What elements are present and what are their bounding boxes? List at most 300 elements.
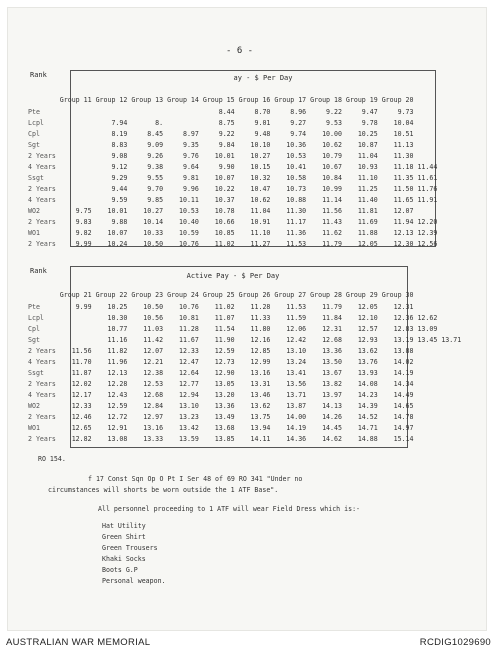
pay-cell: 10.51: [393, 129, 414, 138]
group-header: Group 27: [274, 291, 307, 299]
group-header: Group 28: [310, 291, 342, 299]
pay-cell: 12.30: [393, 239, 414, 248]
rank-label: Cpl: [28, 129, 40, 138]
pay-cell: 11.10: [250, 228, 271, 237]
header-row: [26, 94, 439, 106]
pay-cell: [58, 194, 94, 205]
field-dress-item: Green Shirt: [102, 533, 146, 541]
pay-cell: 9.90: [218, 162, 235, 171]
pay-cell: [58, 183, 94, 194]
pay-cell: 14.11: [250, 434, 271, 443]
field-dress-item: Green Trousers: [102, 544, 158, 552]
pay-cell: 9.44: [111, 184, 128, 193]
table-row: [26, 106, 439, 117]
pay-cell: 12.38: [143, 368, 164, 377]
pay-cell: 10.24: [107, 239, 128, 248]
pay-cell: 13.36: [214, 401, 235, 410]
pay-cell: 11.96: [107, 357, 128, 366]
pay-cell: 12.43: [107, 390, 128, 399]
pay-cell: 13.46: [250, 390, 271, 399]
pay-cell: 9.26: [147, 151, 164, 160]
table-row: [26, 334, 463, 345]
pay-cell: 10.84: [322, 173, 342, 182]
pay-cell: 14.39: [357, 401, 378, 410]
pay-cell: 11.14: [322, 195, 342, 204]
field-dress-item: Hat Utility: [102, 522, 146, 530]
table-row: [26, 205, 439, 216]
pay-cell: 11.30: [286, 206, 307, 215]
pay-cell: 13.67: [322, 368, 342, 377]
pay-cell: 11.56: [322, 206, 342, 215]
pay-cell: 12.06: [286, 324, 307, 333]
pay-cell: 8.19: [111, 129, 128, 138]
rank-label: Lcpl: [28, 313, 44, 322]
pay-cell: 11.62: [322, 228, 342, 237]
pay-cell: 10.91: [250, 217, 271, 226]
pay-cell: 10.32: [250, 173, 271, 182]
reference-line-2: circumstances will shorts be worn outside the 1 ATF Base".: [48, 486, 279, 494]
pay-cell: [129, 106, 165, 117]
rank-label: WO1: [28, 228, 40, 237]
pay-cell: 14.19: [286, 423, 307, 432]
page-number: - 6 -: [226, 46, 254, 56]
pay-cell: 10.10: [250, 140, 271, 149]
rank-label: 4 Years: [28, 357, 56, 366]
pay-cell: 13.87: [286, 401, 307, 410]
rank-label: WO1: [28, 423, 40, 432]
pay-cell: 9.64: [182, 162, 199, 171]
pay-cell: 11.13: [393, 140, 414, 149]
pay-cell: 13.33: [143, 434, 164, 443]
pay-cell: 10.27: [250, 151, 271, 160]
pay-cell: 10.78: [214, 206, 235, 215]
pay-cell: 11.91: [417, 195, 438, 204]
pay-cell: 10.14: [143, 217, 164, 226]
pay-cell: 11.40: [357, 195, 378, 204]
pay-cell: 10.01: [214, 151, 235, 160]
pay-cell: [58, 172, 94, 183]
pay-cell: 10.56: [143, 313, 164, 322]
pay-cell: 10.15: [250, 162, 271, 171]
pay-cell: 9.75: [75, 206, 92, 215]
pay-cell: 10.30: [107, 313, 128, 322]
pay-cell: 12.84: [143, 401, 164, 410]
pay-cell: 12.47: [179, 357, 199, 366]
pay-cell: 11.65: [393, 195, 414, 204]
pay-cell: 10.36: [286, 140, 307, 149]
pay-cell: 13.85: [214, 434, 235, 443]
pay-cell: 13.93: [357, 368, 378, 377]
document-page: [8, 8, 486, 630]
pay-cell: [58, 106, 94, 117]
rank-label: 2 Years: [28, 151, 56, 160]
pay-cell: 10.37: [214, 195, 235, 204]
pay-cell: 9.84: [218, 140, 235, 149]
pay-cell: 10.59: [179, 228, 199, 237]
pay-cell: 12.59: [107, 401, 128, 410]
pay-cell: 14.19: [393, 368, 414, 377]
pay-cell: 11.07: [214, 313, 235, 322]
rank-label: 2 Years: [28, 239, 56, 248]
pay-cell: 9.12: [111, 162, 128, 171]
pay-cell: 8.70: [254, 107, 271, 116]
pay-cell: 11.28: [179, 324, 199, 333]
field-dress-item: Boots G.P: [102, 566, 138, 574]
table1-rank-header: Rank: [30, 71, 47, 79]
pay-cell: 10.73: [286, 184, 307, 193]
pay-cell: 13.05: [214, 379, 235, 388]
pay-cell: [58, 334, 94, 345]
group-header: Group 22: [95, 291, 128, 299]
pay-cell: 11.82: [107, 346, 128, 355]
pay-cell: 13.71: [286, 390, 307, 399]
pay-cell: 9.74: [290, 129, 307, 138]
pay-cell: 13.19: [393, 335, 414, 344]
pay-cell: 13.41: [286, 368, 307, 377]
pay-cell: 13.50: [322, 357, 342, 366]
pay-cell: 12.16: [250, 335, 271, 344]
pay-cell: 11.67: [179, 335, 199, 344]
pay-cell: 14.02: [393, 357, 414, 366]
table-row: [26, 128, 439, 139]
pay-cell: 12.42: [286, 335, 307, 344]
table-row: [26, 400, 463, 411]
rank-label: Cpl: [28, 324, 40, 333]
pay-cell: 13.75: [250, 412, 271, 421]
pay-cell: [58, 312, 94, 323]
rank-label: 2 Years: [28, 184, 56, 193]
pay-cell: 11.59: [286, 313, 307, 322]
pay-cell: 12.64: [179, 368, 199, 377]
pay-cell: 11.79: [322, 239, 342, 248]
pay-cell: 12.59: [214, 346, 235, 355]
pay-cell: 14.34: [393, 379, 414, 388]
table-row: [26, 172, 439, 183]
pay-cell: 10.27: [143, 206, 164, 215]
pay-cell: [58, 128, 94, 139]
pay-cell: 10.50: [143, 239, 164, 248]
table-row: [26, 194, 439, 205]
table-row: [26, 356, 463, 367]
pay-cell: 12.33: [179, 346, 199, 355]
pay-cell: 9.73: [397, 107, 414, 116]
group-header: Group 11: [59, 96, 92, 104]
pay-cell: 9.76: [182, 151, 199, 160]
pay-cell: 10.11: [179, 195, 199, 204]
pay-cell: 12.36: [393, 313, 414, 322]
pay-cell: 10.40: [179, 217, 199, 226]
pay-cell: 9.01: [254, 118, 271, 127]
rank-label: 4 Years: [28, 162, 56, 171]
table-row: [26, 312, 463, 323]
pay-cell: 13.36: [322, 346, 342, 355]
pay-cell: 12.39: [417, 228, 438, 237]
pay-cell: 11.79: [322, 302, 342, 311]
rank-label: Pte: [28, 302, 40, 311]
pay-cell: 10.99: [322, 184, 342, 193]
group-header: Group 16: [238, 96, 271, 104]
table-row: [26, 378, 463, 389]
pay-cell: 10.87: [357, 140, 378, 149]
rank-label: Lcpl: [28, 118, 44, 127]
pay-cell: [58, 161, 94, 172]
pay-cell: 11.18: [393, 162, 414, 171]
field-dress-item: Khaki Socks: [102, 555, 146, 563]
table-row: [26, 367, 463, 378]
pay-cell: 9.83: [75, 217, 92, 226]
pay-cell: 13.16: [250, 368, 271, 377]
footer-archive-name: AUSTRALIAN WAR MEMORIAL: [6, 637, 151, 648]
pay-cell: 12.99: [250, 357, 271, 366]
table1: [26, 94, 439, 249]
pay-cell: 10.41: [286, 162, 307, 171]
pay-cell: 14.36: [286, 434, 307, 443]
pay-cell: 10.62: [250, 195, 271, 204]
pay-cell: 10.25: [357, 129, 378, 138]
pay-cell: 11.35: [393, 173, 414, 182]
pay-cell: 11.54: [214, 324, 235, 333]
pay-cell: 9.99: [75, 302, 92, 311]
pay-cell: 12.83: [393, 324, 414, 333]
pay-cell: 12.85: [250, 346, 271, 355]
pay-cell: 10.47: [250, 184, 271, 193]
pay-cell: 11.03: [143, 324, 164, 333]
rank-label: 4 Years: [28, 195, 56, 204]
pay-cell: 9.70: [147, 184, 164, 193]
notes: [38, 454, 66, 465]
pay-cell: 9.99: [75, 239, 92, 248]
table-row: [26, 150, 439, 161]
pay-cell: 8.44: [218, 107, 235, 116]
pay-cell: 11.17: [286, 217, 307, 226]
pay-cell: 10.58: [286, 173, 307, 182]
pay-cell: 10.22: [214, 184, 235, 193]
table-row: [26, 238, 439, 249]
table2-rank-header: Rank: [30, 267, 47, 275]
rank-label: 2 Years: [28, 379, 56, 388]
pay-cell: 12.13: [107, 368, 128, 377]
pay-cell: 14.88: [357, 434, 378, 443]
pay-cell: 12.56: [417, 239, 438, 248]
rank-label: Ssgt: [28, 173, 44, 182]
rank-label: 2 Years: [28, 346, 56, 355]
pay-cell: 10.01: [107, 206, 128, 215]
pay-cell: 13.16: [143, 423, 164, 432]
pay-cell: 13.59: [179, 434, 199, 443]
table-row: [26, 161, 439, 172]
pay-cell: 15.14: [393, 434, 414, 443]
pay-cell: 13.10: [179, 401, 199, 410]
pay-cell: 11.61: [417, 173, 438, 182]
pay-cell: 11.44: [417, 162, 438, 171]
pay-cell: 11.90: [214, 335, 235, 344]
pay-cell: 13.97: [322, 390, 342, 399]
pay-cell: 13.08: [107, 434, 128, 443]
pay-cell: 13.62: [357, 346, 378, 355]
pay-cell: 11.16: [107, 335, 128, 344]
pay-cell: 9.55: [147, 173, 164, 182]
rank-label: Pte: [28, 107, 40, 116]
table-row: [26, 227, 439, 238]
pay-cell: 13.24: [286, 357, 307, 366]
pay-cell: 13.88: [393, 346, 414, 355]
pay-cell: 12.10: [357, 313, 378, 322]
pay-cell: 13.82: [322, 379, 342, 388]
pay-cell: 10.50: [143, 302, 164, 311]
pay-cell: 9.35: [182, 140, 199, 149]
group-header: Group 24: [167, 291, 199, 299]
pay-cell: 12.68: [322, 335, 342, 344]
pay-cell: 13.56: [286, 379, 307, 388]
pay-cell: 12.93: [357, 335, 378, 344]
pay-cell: 8.83: [111, 140, 128, 149]
pay-cell: [165, 106, 201, 117]
group-header: Group 21: [59, 291, 92, 299]
pay-cell: 11.30: [393, 151, 414, 160]
pay-cell: 9.27: [290, 118, 307, 127]
pay-cell: 11.76: [417, 184, 438, 193]
pay-cell: 14.52: [357, 412, 378, 421]
pay-cell: 12.20: [417, 217, 438, 226]
pay-cell: 11.50: [393, 184, 414, 193]
pay-cell: 9.48: [254, 129, 271, 138]
pay-cell: 13.94: [250, 423, 271, 432]
table-row: [26, 433, 463, 444]
pay-cell: 11.88: [357, 228, 378, 237]
table2: [26, 289, 463, 444]
table-row: [26, 411, 463, 422]
pay-cell: 14.78: [393, 412, 414, 421]
pay-cell: 11.87: [71, 368, 92, 377]
rank-column-header-blank: [26, 94, 58, 106]
pay-cell: 11.04: [357, 151, 378, 160]
pay-cell: [165, 117, 201, 128]
table-row: [26, 216, 439, 227]
pay-cell: 14.49: [393, 390, 414, 399]
table-row: [26, 301, 463, 312]
pay-cell: 11.10: [357, 173, 378, 182]
pay-cell: 8.75: [218, 118, 235, 127]
pay-cell: 12.02: [71, 379, 92, 388]
header-row: [26, 289, 463, 301]
pay-cell: 10.00: [322, 129, 342, 138]
pay-cell: 9.22: [218, 129, 235, 138]
rank-label: 2 Years: [28, 217, 56, 226]
pay-cell: 10.88: [286, 195, 307, 204]
pay-cell: 12.33: [71, 401, 92, 410]
pay-cell: 11.69: [357, 217, 378, 226]
pay-cell: 13.31: [250, 379, 271, 388]
pay-cell: 14.13: [322, 401, 342, 410]
pay-cell: 12.68: [143, 390, 164, 399]
pay-cell: 11.42: [143, 335, 164, 344]
pay-cell: 10.93: [357, 162, 378, 171]
pay-cell: 9.96: [182, 184, 199, 193]
pay-cell: 10.77: [107, 324, 128, 333]
rank-label: Ssgt: [28, 368, 44, 377]
pay-cell: 12.97: [143, 412, 164, 421]
pay-cell: 11.53: [286, 302, 307, 311]
pay-cell: 10.79: [322, 151, 342, 160]
group-header: Group 29: [345, 291, 378, 299]
pay-cell: 12.57: [357, 324, 378, 333]
pay-cell: 10.53: [286, 151, 307, 160]
group-header: Group 17: [274, 96, 307, 104]
pay-cell: 10.07: [214, 173, 235, 182]
group-header: Group 30: [381, 291, 414, 299]
pay-cell: 9.08: [111, 151, 128, 160]
pay-cell: 10.04: [393, 118, 414, 127]
pay-cell: 9.81: [182, 173, 199, 182]
pay-cell: 13.71: [441, 335, 462, 344]
pay-cell: 9.47: [361, 107, 378, 116]
pay-cell: 13.62: [250, 401, 271, 410]
pay-cell: 11.53: [286, 239, 307, 248]
pay-cell: 11.25: [357, 184, 378, 193]
pay-cell: 14.62: [322, 434, 342, 443]
pay-cell: 9.53: [326, 118, 342, 127]
pay-cell: 10.66: [214, 217, 235, 226]
pay-cell: 12.77: [179, 379, 199, 388]
group-header: Group 26: [238, 291, 271, 299]
group-header: Group 20: [381, 96, 414, 104]
pay-cell: 12.91: [107, 423, 128, 432]
table-row: [26, 117, 439, 128]
pay-cell: 11.94: [393, 217, 414, 226]
pay-cell: 10.67: [322, 162, 342, 171]
pay-cell: 10.33: [143, 228, 164, 237]
table-row: [26, 183, 439, 194]
pay-cell: 13.45: [417, 335, 438, 344]
pay-cell: 11.04: [250, 206, 271, 215]
group-header: Group 15: [202, 96, 235, 104]
pay-cell: 9.78: [361, 118, 378, 127]
pay-cell: 13.68: [214, 423, 235, 432]
table1-caption: ay - $ Per Day: [233, 74, 293, 82]
pay-cell: [58, 150, 94, 161]
pay-cell: 14.23: [357, 390, 378, 399]
pay-cell: 13.76: [357, 357, 378, 366]
pay-cell: [58, 139, 94, 150]
pay-cell: 8.45: [147, 129, 164, 138]
pay-cell: 12.21: [143, 357, 164, 366]
pay-cell: 10.53: [179, 206, 199, 215]
pay-cell: 12.65: [71, 423, 92, 432]
pay-cell: 14.97: [393, 423, 414, 432]
field-dress-list: [48, 521, 360, 587]
pay-cell: 12.13: [393, 228, 414, 237]
group-header: Group 13: [131, 96, 164, 104]
rank-label: Sgt: [28, 140, 40, 149]
rank-label: WO2: [28, 401, 40, 410]
pay-cell: 14.26: [322, 412, 342, 421]
pay-cell: 13.20: [214, 390, 235, 399]
pay-cell: 10.62: [322, 140, 342, 149]
pay-cell: 11.43: [322, 217, 342, 226]
field-dress-item: Personal weapon.: [102, 577, 166, 585]
pay-cell: 11.70: [71, 357, 92, 366]
pay-cell: 10.76: [179, 302, 199, 311]
pay-cell: 12.05: [357, 239, 378, 248]
pay-cell: [94, 106, 130, 117]
pay-cell: 9.88: [111, 217, 128, 226]
pay-cell: 10.85: [214, 228, 235, 237]
pay-cell: 11.36: [286, 228, 307, 237]
field-dress-intro: All personnel proceeding to 1 ATF will wear Field Dress which is:-: [98, 505, 361, 513]
pay-cell: 12.31: [322, 324, 342, 333]
pay-cell: 7.94: [111, 118, 128, 127]
pay-cell: 8.: [155, 118, 164, 127]
